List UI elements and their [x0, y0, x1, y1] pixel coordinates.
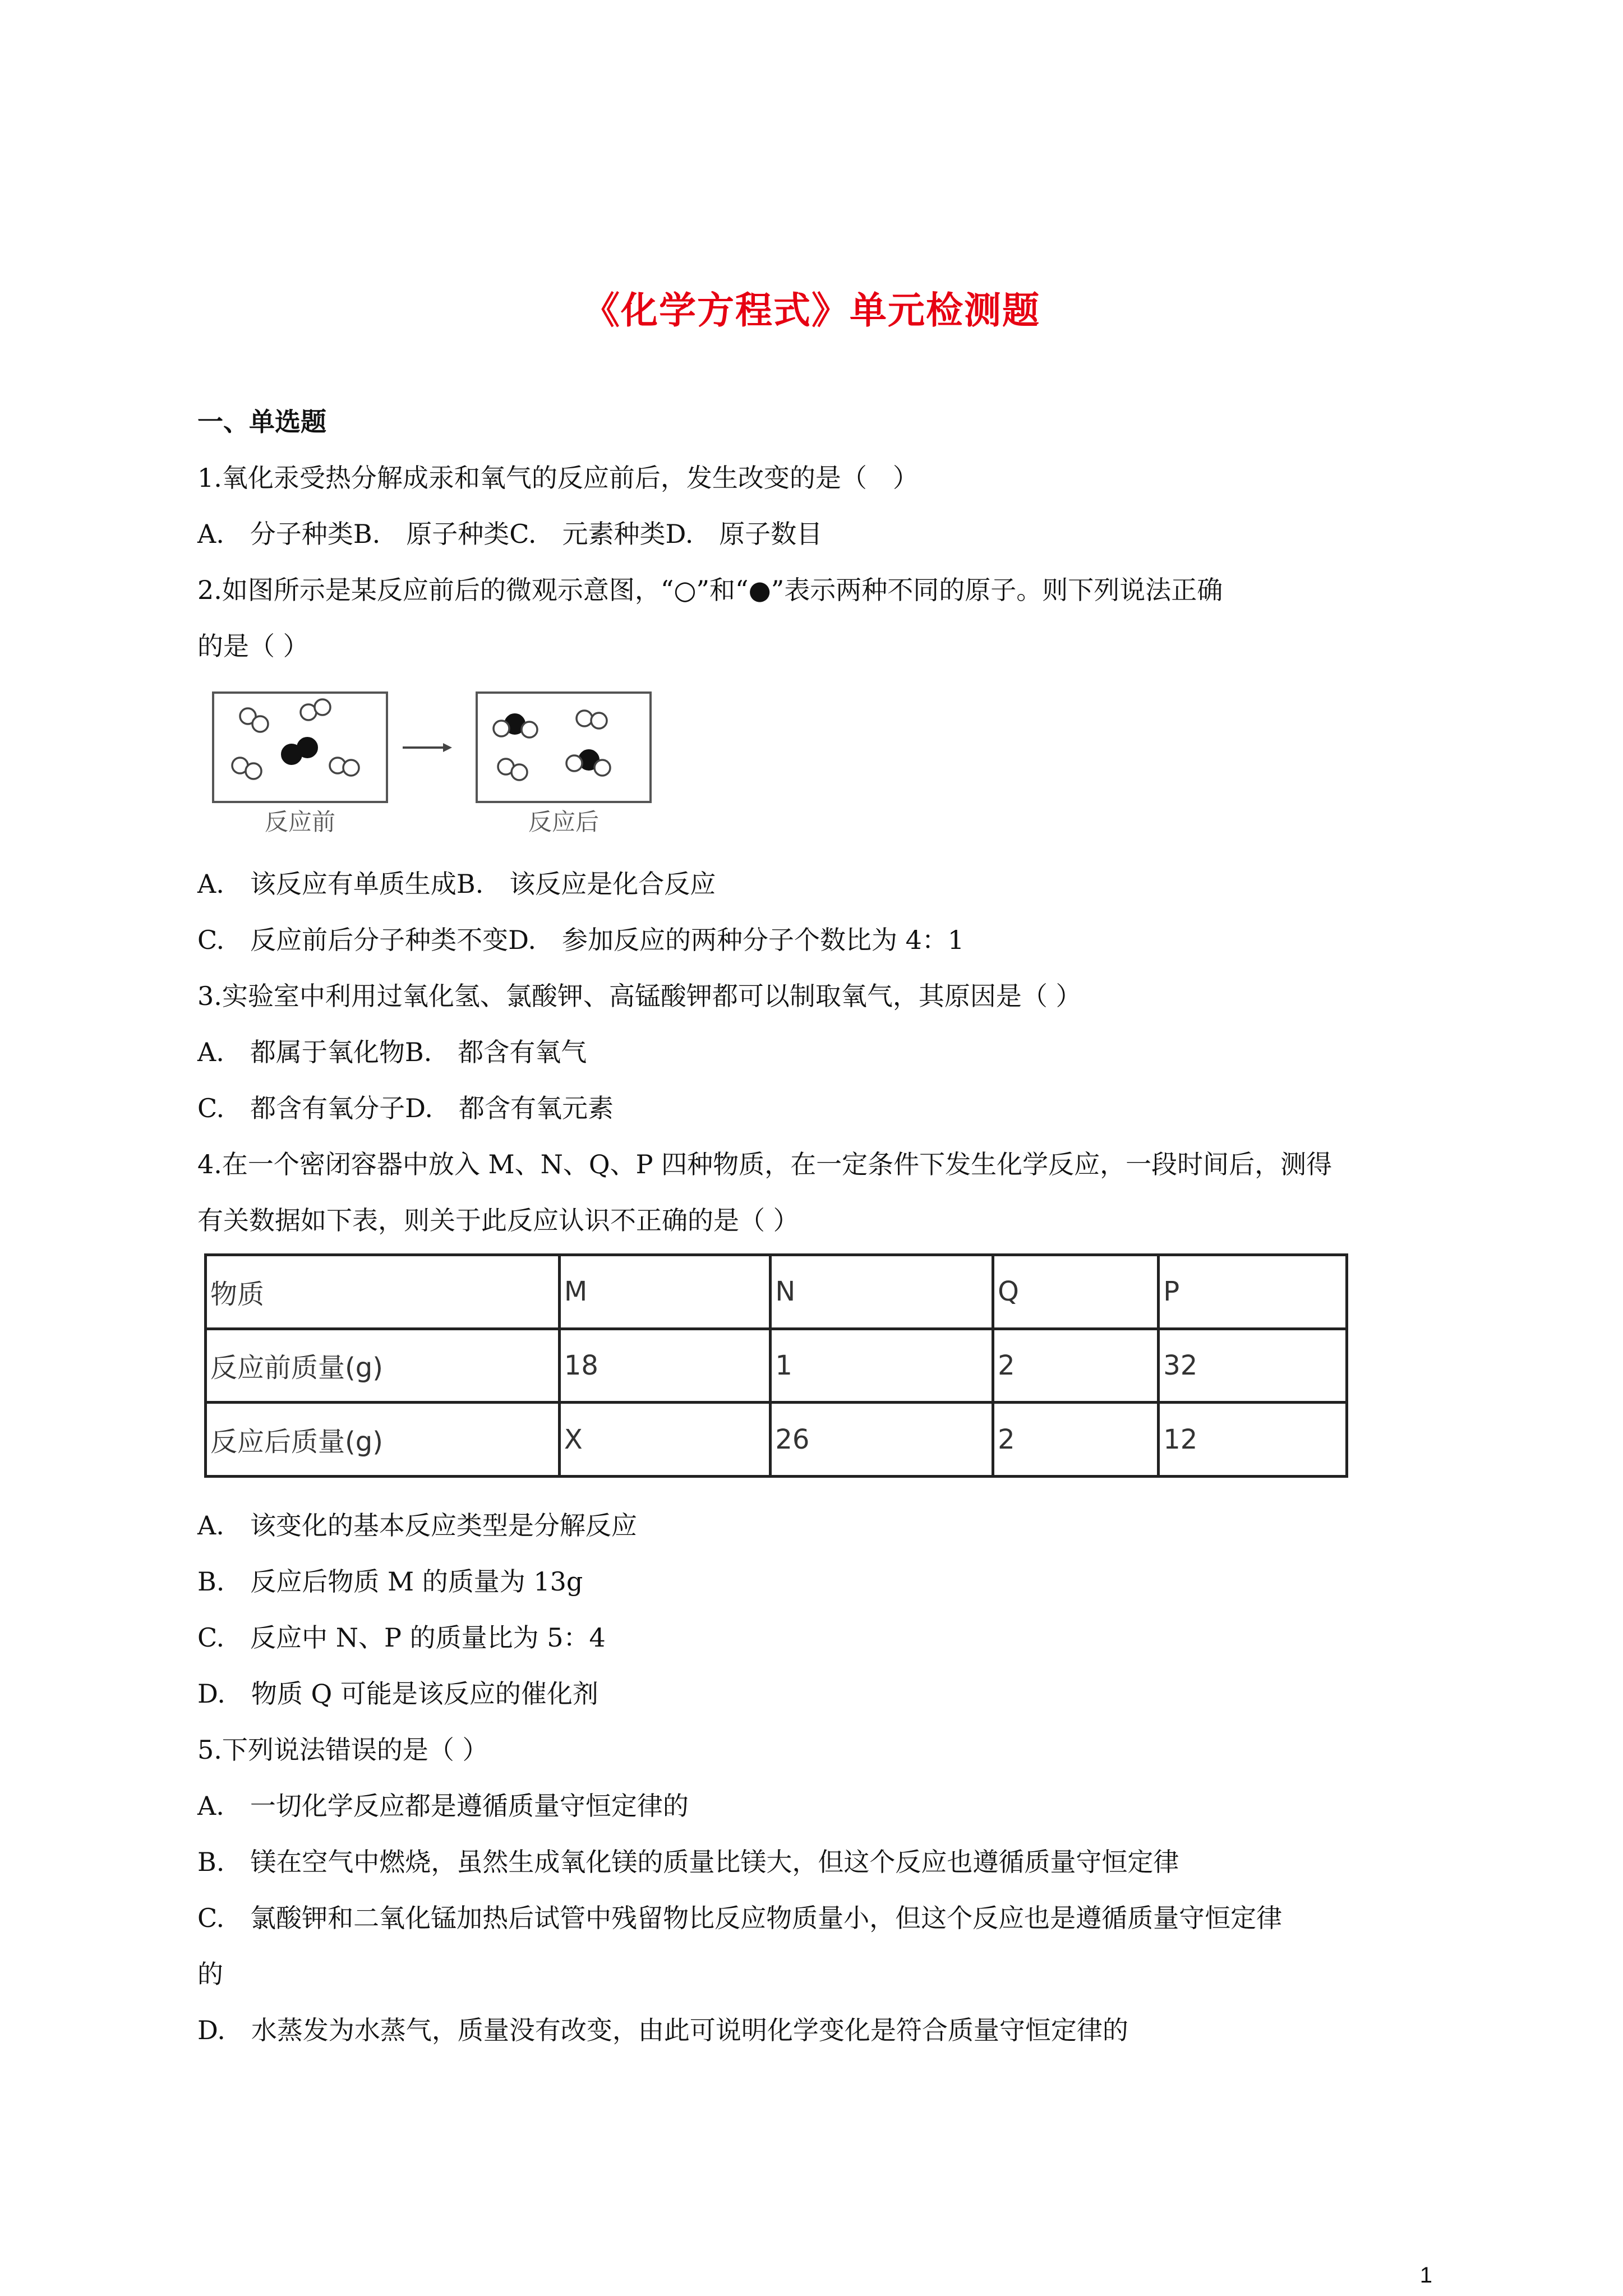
table-cell: 12 — [1159, 1403, 1347, 1477]
section-heading: 一、单选题 — [197, 407, 326, 437]
table-cell: 反应前质量(g) — [206, 1329, 560, 1403]
q5-option-d: D. 水蒸发为水蒸气，质量没有改变，由此可说明化学变化是符合质量守恒定律的 — [197, 2015, 1128, 2045]
table-header-row — [206, 1255, 1347, 1329]
after-box — [477, 693, 651, 802]
q5-stem: 5.下列说法错误的是（ ） — [197, 1735, 488, 1765]
q4-stem-line2: 有关数据如下表，则关于此反应认识不正确的是（ ） — [197, 1205, 799, 1235]
q4-stem-line1: 4.在一个密闭容器中放入 M、N、Q、P 四种物质，在一定条件下发生化学反应，一段时间后，测得 — [197, 1149, 1332, 1179]
label-before: 反应前 — [264, 809, 336, 835]
label-after: 反应后 — [528, 809, 600, 835]
table-cell: 32 — [1159, 1329, 1347, 1403]
table-row — [206, 1403, 1347, 1477]
table-cell: N — [771, 1255, 993, 1329]
table-cell: 2 — [993, 1329, 1159, 1403]
q4-option-c: C. 反应中 N、P 的质量比为 5：4 — [197, 1622, 606, 1653]
q3-options-line2: C. 都含有氧分子D. 都含有氧元素 — [197, 1093, 614, 1123]
table-row — [206, 1329, 1347, 1403]
q2-options-line2: C. 反应前后分子种类不变D. 参加反应的两种分子个数比为 4：1 — [197, 925, 965, 955]
q5-option-c-line2: 的 — [197, 1959, 223, 1989]
q4-option-b: B. 反应后物质 M 的质量为 13g — [197, 1566, 583, 1597]
table-cell: 2 — [993, 1403, 1159, 1477]
q4-option-a: A. 该变化的基本反应类型是分解反应 — [197, 1510, 637, 1541]
q4-option-d: D. 物质 Q 可能是该反应的催化剂 — [197, 1679, 598, 1709]
page-number: 1 — [1419, 2263, 1432, 2288]
q5-option-b: B. 镁在空气中燃烧，虽然生成氧化镁的质量比镁大，但这个反应也遵循质量守恒定律 — [197, 1847, 1179, 1877]
document-title: 《化学方程式》单元检测题 — [583, 288, 1040, 332]
reaction-diagram — [208, 687, 667, 838]
q2-stem-line1: 2.如图所示是某反应前后的微观示意图，“○”和“●”表示两种不同的原子。则下列说法正确 — [197, 575, 1223, 605]
table-cell: 物质 — [206, 1255, 560, 1329]
table-cell: X — [559, 1403, 770, 1477]
q3-stem: 3.实验室中利用过氧化氢、氯酸钾、高锰酸钾都可以制取氧气，其原因是（ ） — [197, 981, 1082, 1011]
q1-stem: 1.氧化汞受热分解成汞和氧气的反应前后，发生改变的是（ ） — [197, 463, 919, 493]
table-cell: 26 — [771, 1403, 993, 1477]
q1-options: A. 分子种类B. 原子种类C. 元素种类D. 原子数目 — [197, 519, 823, 549]
mass-data-table — [204, 1253, 1348, 1478]
table-cell: M — [559, 1255, 770, 1329]
q5-option-a: A. 一切化学反应都是遵循质量守恒定律的 — [197, 1791, 689, 1821]
table-cell: 18 — [559, 1329, 770, 1403]
q3-options-line1: A. 都属于氧化物B. 都含有氧气 — [197, 1037, 587, 1067]
q2-options-line1: A. 该反应有单质生成B. 该反应是化合反应 — [197, 869, 716, 899]
table-cell: P — [1159, 1255, 1347, 1329]
q5-option-c-line1: C. 氯酸钾和二氧化锰加热后试管中残留物比反应物质量小，但这个反应也是遵循质量守恒定律 — [197, 1903, 1283, 1933]
table-cell: 反应后质量(g) — [206, 1403, 560, 1477]
table-cell: Q — [993, 1255, 1159, 1329]
q2-stem-line2: 的是（ ） — [197, 631, 309, 661]
table-cell: 1 — [771, 1329, 993, 1403]
